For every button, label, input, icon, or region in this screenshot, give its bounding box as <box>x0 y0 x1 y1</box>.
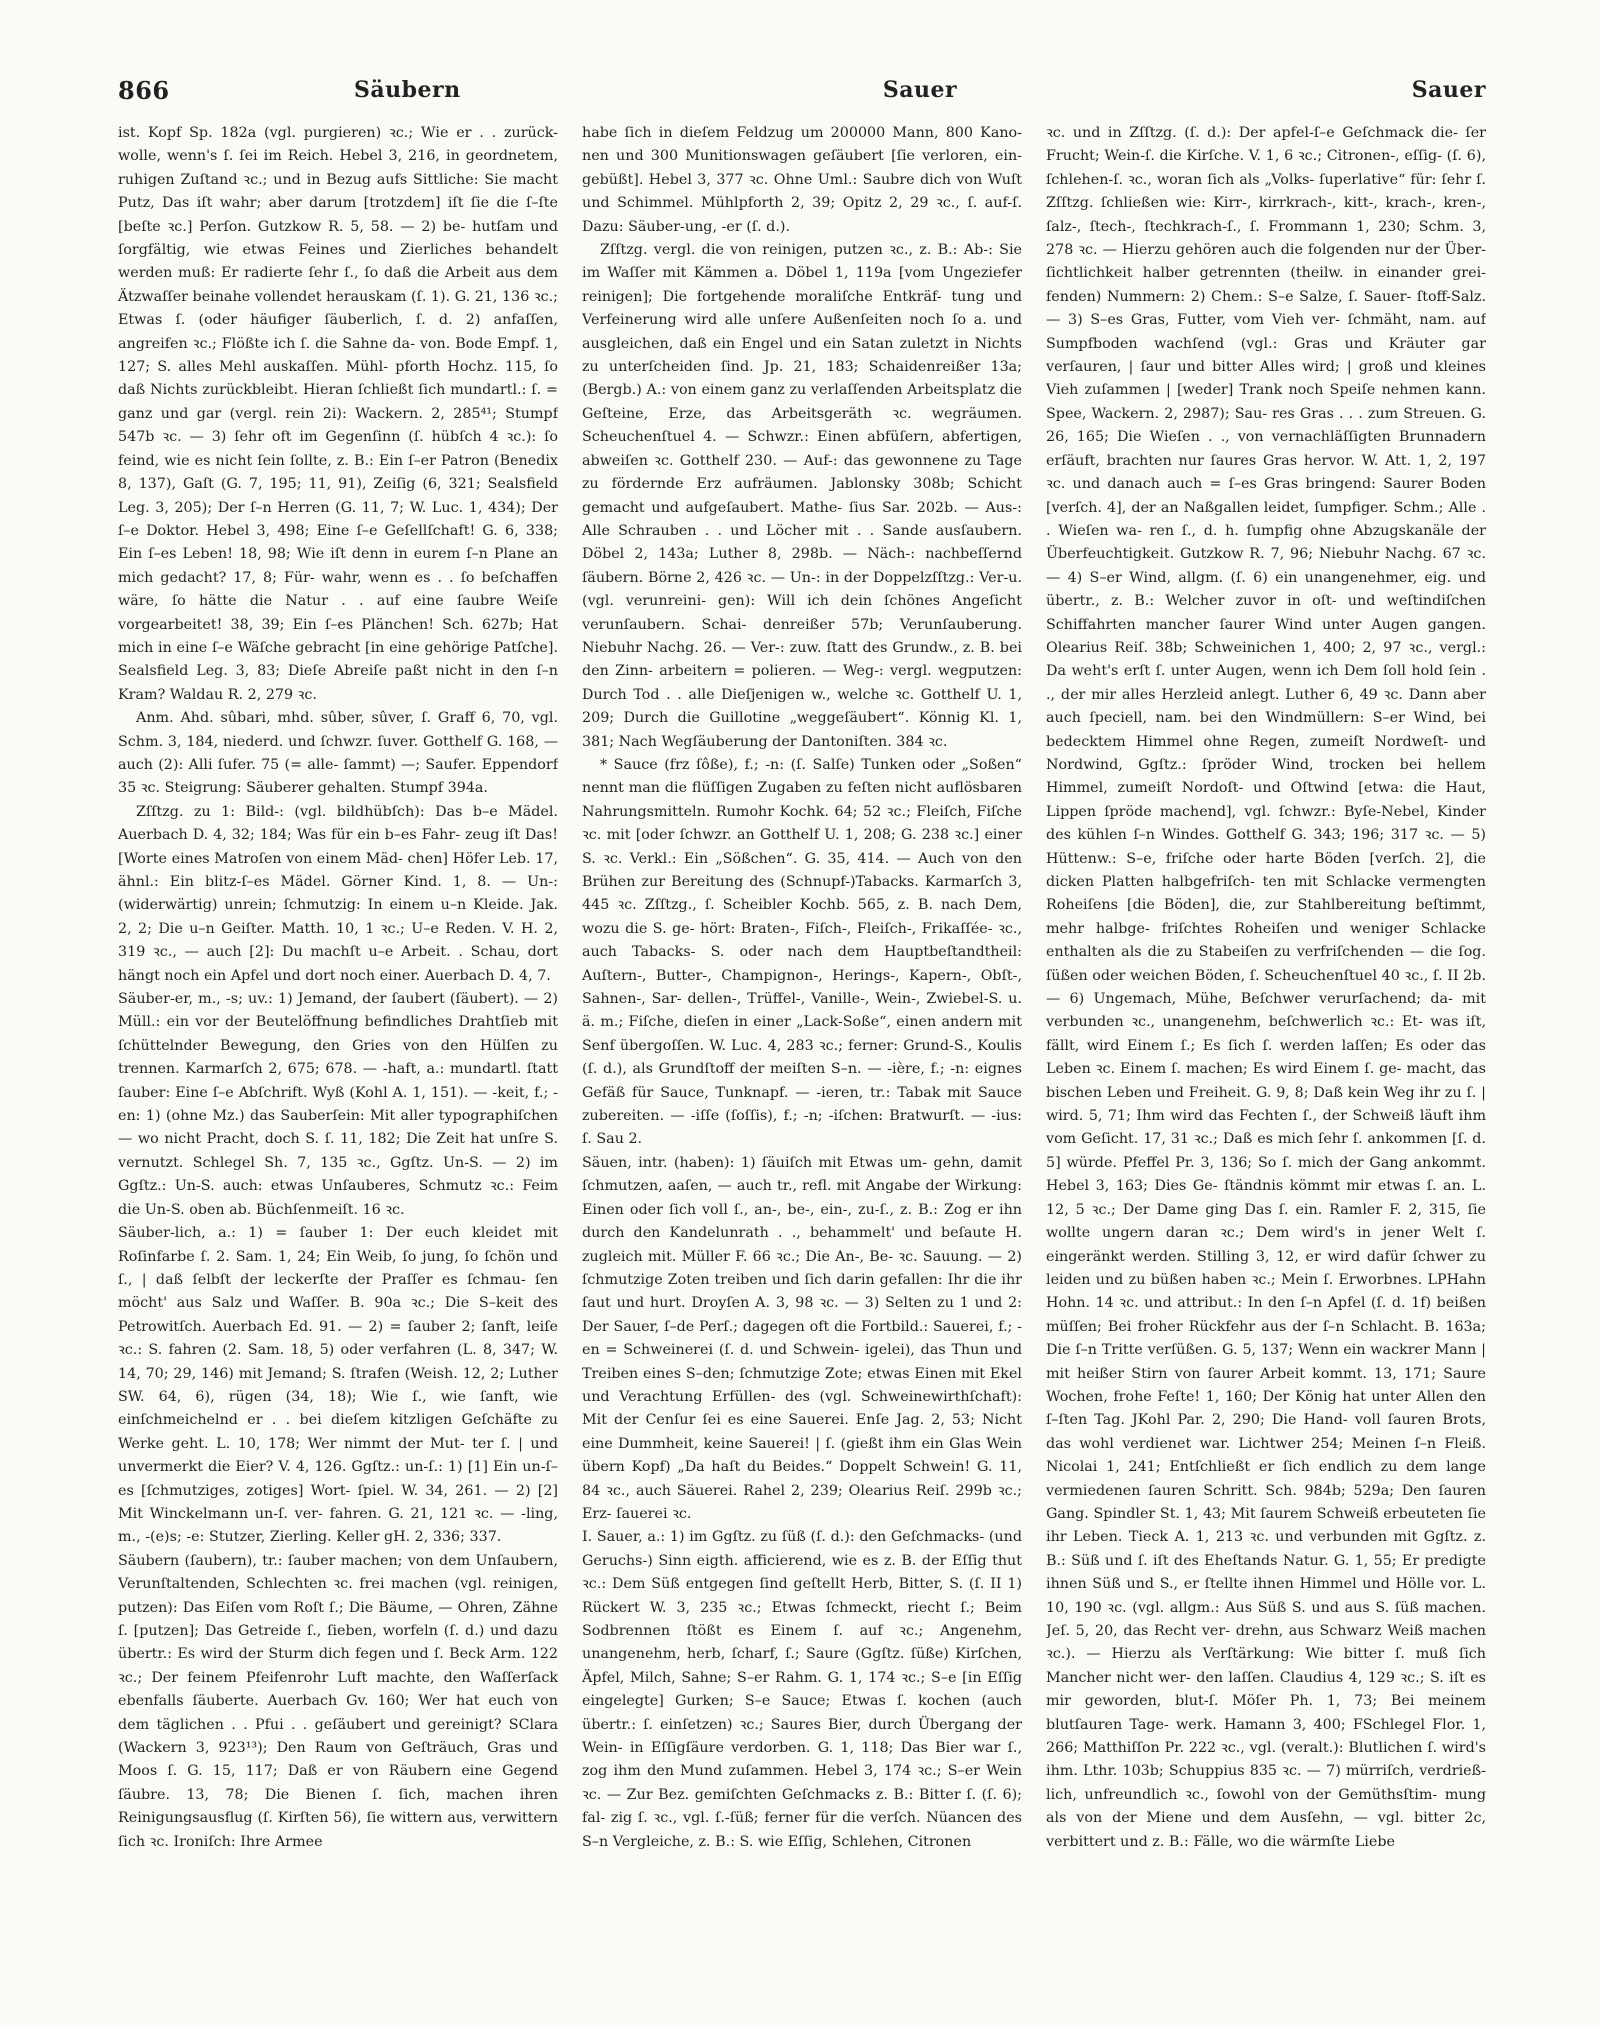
entry-paragraph: Zſſtzg. zu 1: Bild-: (vgl. bildhübſch): Das b–e Mädel. Auerbach D. 4, 32; 184; Was für ein b–es Fahr- zeug iſt Das! [Worte eines Matroſen von einem Mäd- chen] Höfer Leb. 17, ähnl.: Ein blitz-ſ–es Mädel. Görner Kind. 1, 8. — Un-: (widerwärtig) unrein; ſchmutzig: In einem u–n Kleide. Jak. 2, 2; Die u–n Geiſter. Matth. 10, 1 ꝛc.; U–e Reden. V. H. 2, 319 ꝛc., — auch [2]: Du machſt u–e Arbeit. . Schau, dort hängt noch ein Apfel und dort noch einer. Auerbach D. 4, 7. <box>118 803 558 984</box>
entry-paragraph: ꝛc. und in Zſſtzg. (ſ. d.): Der apfel-ſ–e Geſchmack die- ſer Frucht; Wein-ſ. die Kirſche. V. 1, 6 ꝛc.; Citronen-, eſſig- (ſ. 6), ſchlehen-ſ. ꝛc., woran ſich als „Volks- ſuperlative“ für: ſehr ſ. Zſſtzg. ſchließen wie: Kirr-, kirrkrach-, kitt-, krach-, kren-, ſalz-, ſtech-, ſtechkrach-ſ., ſ. Frommann 1, 230; Schm. 3, 278 ꝛc. — Hierzu gehören auch die folgenden nur der Über- ſichtlichkeit halber getrennten (theilw. in einander grei- fenden) Nummern: 2) Chem.: S–e Salze, ſ. Sauer- ſtoff-Salz. — 3) S–es Gras, Futter, vom Vieh ver- ſchmäht, nam. auf Sumpfboden wachſend (vgl.: Gras und Kräuter gar verſauren, | ſaur und bitter Alles wird; | groß und kleines Vieh zuſammen | [weder] Trank noch Speiſe nehmen kann. Spee, Wackern. 2, 2987); Sau- res Gras . . . zum Streuen. G. 26, 165; Die Wieſen . ., von vernachläſſigten Brunnadern erſäuft, brachten nur ſaures Gras hervor. W. Att. 1, 2, 197 ꝛc. und danach auch = ſ–es Gras bringend: Saurer Boden [verſch. 4], der an Naßgallen leidet, ſumpfiger. Schm.; Alle . . Wieſen wa- ren ſ., d. h. ſumpfig ohne Abzugskanäle der Überfeuchtigkeit. Gutzkow R. 7, 96; Niebuhr Nachg. 67 ꝛc. — 4) S–er Wind, allgm. (ſ. 6) ein unangenehmer, eig. und übertr., z. B.: Welcher zuvor in oſt- und weſtindiſchen Schiffahrten mancher ſaurer Wind unter Augen gangen. Olearius Reiſ. 38b; Schweinichen 1, 400; 2, 97 ꝛc., vergl.: Da weht's erſt ſ. unter Augen, wenn ich Dem ſoll hold ſein . ., der mir alles Herzleid anlegt. Luther 6, 49 ꝛc. Dann aber auch ſpeciell, nam. bei den Windmüllern: S–er Wind, bei bedecktem Himmel ohne Regen, zumeiſt Nordweſt- und Nordwind, Ggſtz.: ſpröder Wind, trocken bei hellem Himmel, zumeiſt Nordoſt- und Oſtwind [etwa: die Haut, Lippen ſpröde machend], vgl. ſchwzr.: Byſe-Nebel, Kinder des kühlen ſ–n Windes. Gotthelf G. 343; 196; 317 ꝛc. — 5) Hüttenw.: S–e, friſche oder harte Böden [verſch. 2], die dicken Platten halbgefriſch- ten mit Schlacke vermengten Roheiſens [die Böden], die, zur Stahlbereitung beſtimmt, mehr halbge- friſchtes Roheiſen und weniger Schlacke enthalten als die zu Stabeiſen zu verfriſchenden — die ſog. ſüßen oder weichen Böden, ſ. Scheuchenſtuel 40 ꝛc., ſ. II 2b. — 6) Ungemach, Mühe, Beſchwer verurſachend; da- mit verbunden ꝛc., unangenehm, beſchwerlich ꝛc.: Et- was iſt, fällt, wird Einem ſ.; Es ſich ſ. werden laſſen; Es oder das Leben ꝛc. Einem ſ. machen; Es wird Einem ſ. ge- macht, das bischen Leben und Freiheit. G. 9, 8; Daß kein Weg ihr zu ſ. | wird. 5, 71; Ihm wird das Fechten ſ., der Schweiß läuft ihm vom Geſicht. 17, 31 ꝛc.; Daß es mich ſehr ſ. ankommen [ſ. d. 5] würde. Pfeffel Pr. 3, 136; So ſ. mich der Gang ankommt. Hebel 3, 163; Dies Ge- ſtändnis kömmt mir etwas ſ. an. L. 12, 5 ꝛc.; Der Dame ging Das ſ. ein. Ramler F. 2, 315, ſie wollte ungern daran ꝛc.; Dem wird's in jener Welt ſ. eingeränkt werden. Stilling 3, 12, er wird dafür ſchwer zu leiden und zu büßen haben ꝛc.; Mein ſ. Erworbnes. LPHahn Hohn. 14 ꝛc. und attribut.: In den ſ–n Apfel (ſ. d. 1f) beißen müſſen; Bei froher Rückfehr aus der ſ–n Schlacht. B. 163a; Die ſ–n Tritte verſüßen. G. 5, 137; Wenn ein wackrer Mann | mit heißer Stirn von ſaurer Arbeit kommt. 13, 171; Saure Wochen, frohe Feſte! 1, 160; Der König hat unter Allen den ſ–ſten Tag. JKohl Par. 2, 290; Die Hand- voll ſauren Brots, das wohl verdienet war. Lichtwer 254; Meinen ſ–n Fleiß. Nicolai 1, 241; Entſchließt er ſich endlich zu dem lange vermiedenen ſauren Schritt. Sch. 984b; 529a; Den ſauren Gang. Spindler St. 1, 43; Mit ſaurem Schweiß erbeuteten ſie ihr Leben. Tieck A. 1, 213 ꝛc. und verbunden mit Ggſtz. z. B.: Süß und ſ. iſt des Eheſtands Natur. G. 1, 55; Er predigte ihnen Süß und S., er ſtellte ihnen Himmel und Hölle vor. L. 10, 190 ꝛc. (vgl. allgm.: Aus Süß S. und aus S. ſüß machen. Jeſ. 5, 20, das Recht ver- drehn, aus Schwarz Weiß machen ꝛc.). — Hierzu als Verſtärkung: Wie bitter ſ. muß ſich Mancher nicht wer- den laſſen. Claudius 4, 129 ꝛc.; S. iſt es mir geworden, blut-ſ. Möſer Ph. 1, 73; Bei meinem blutſauren Tage- werk. Hamann 3, 400; FSchlegel Flor. 1, 266; Matthiſſon Pr. 222 ꝛc., vgl. (veralt.): Blutlichen ſ. wird's ihm. Lthr. 103b; Schuppius 835 ꝛc. — 7) mürriſch, verdrieß- lich, unfreundlich ꝛc., ſowohl von der Gemüthsſtim- mung als von der Miene und dem Ausſehn, — vgl. bitter 2c, verbittert und z. B.: Fälle, wo die wärmſte Liebe <box>1046 125 1486 1850</box>
entry-paragraph: Säuen, intr. (haben): 1) ſäuiſch mit Etwas um- gehn, damit ſchmutzen, aaſen, — auch tr., refl. mit Angabe der Wirkung: Einen oder ſich voll ſ., an-, be-, ein-, zu-ſ., z. B.: Zog er ihn durch den Kandelunrath . ., behammelt' und beſaute H. zugleich mit. Müller F. 66 ꝛc.; Die An-, Be- ꝛc. Sauung. — 2) ſchmutzige Zoten treiben und ſich darin gefallen: Ihr die ihr ſaut und hurt. Droyſen A. 3, 98 ꝛc. — 3) Selten zu 1 und 2: Der Sauer, ſ–de Perſ.; dagegen oft die Fortbild.: Sauerei, f.; -en = Schweinerei (ſ. d. und Schwein- igelei), das Thun und Treiben eines S–den; ſchmutzige Zote; etwas Einen mit Ekel und Verachtung Erfüllen- des (vgl. Schweinewirthſchaft): Mit der Cenſur ſei es eine Sauerei. Enſe Jag. 2, 53; Nicht eine Dummheit, keine Sauerei! | ſ. (gießt ihm ein Glas Wein übern Kopf) „Da haſt du Beides.“ Doppelt Schwein! G. 11, 84 ꝛc., auch Säuerei. Rahel 2, 239; Olearius Reiſ. 299b ꝛc.; Erz- ſauerei ꝛc. <box>582 1154 1022 1522</box>
entry-paragraph: * Sauce (frz ſôße), f.; -n: (ſ. Salſe) Tunken oder „Soßen“ nennt man die flüſſigen Zugaben zu feſten nicht auflösbaren Nahrungsmitteln. Rumohr Kochk. 64; 52 ꝛc.; Fleiſch, Fiſche ꝛc. mit [oder ſchwzr. an Gotthelf U. 1, 208; G. 238 ꝛc.] einer S. ꝛc. Verkl.: Ein „Sößchen“. G. 35, 414. — Auch von den Brühen zur Bereitung des (Schnupf-)Tabacks. Karmarſch 3, 445 ꝛc. Zſſtzg., ſ. Scheibler Kochb. 565, z. B. nach Dem, wozu die S. ge- hört: Braten-, Fiſch-, Fleiſch-, Frikaſſée- ꝛc., auch Tabacks- S. oder nach dem Hauptbeſtandtheil: Auſtern-, Butter-, Champignon-, Herings-, Kapern-, Obſt-, Sahnen-, Sar- dellen-, Trüffel-, Vanille-, Wein-, Zwiebel-S. u. ä. m.; Fiſche, dieſen in einer „Lack-Soße“, einen andern mit Senf übergoſſen. W. Luc. 4, 283 ꝛc.; ferner: Grund-S., Koulis (ſ. d.), als Grundſtoff der meiſten S–n. — -ière, f.; -n: eignes Gefäß für Sauce, Tunknapf. — -ieren, tr.: Tabak mit Sauce zubereiten. — -iſſe (ſoſſis), f.; -n; -iſchen: Bratwurſt. — -ius: ſ. Sau 2. <box>582 756 1022 1148</box>
column-right <box>1046 122 1486 2002</box>
entry-paragraph: Zſſtzg. vergl. die von reinigen, putzen ꝛc., z. B.: Ab-: Sie im Waſſer mit Kämmen a. Döbel 1, 119a [vom Ungeziefer reinigen]; Die fortgehende moraliſche Entkräf- tung und Verfeinerung wird alle unſere Außenſeiten noch ſo a. und ausgleichen, daß ein Engel und ein Satan zuletzt in Nichts zu unterſcheiden ſind. Jp. 21, 183; Schaidenreißer 13a; (Bergb.) A.: von einem ganz zu verlaſſenden Arbeitsplatz die Geſteine, Erze, das Arbeitsgeräth ꝛc. wegräumen. Scheuchenſtuel 4. — Schwzr.: Einen abfüſern, abfertigen, abweiſen ꝛc. Gotthelf 230. — Auf-: das gewonnene zu Tage zu fördernde Erz aufräumen. Jablonsky 308b; Schicht gemacht und aufgeſaubert. Mathe- ſius Sar. 202b. — Aus-: Alle Schrauben . . und Löcher mit . . Sande ausſaubern. Döbel 2, 143a; Luther 8, 298b. — Näch-: nachbeſſernd ſäubern. Börne 2, 426 ꝛc. — Un-: in der Doppelzſſtzg.: Ver-u. (vgl. verunreini- gen): Will ich dein ſchönes Angeſicht verunſaubern. Schai- denreißer 57b; Verunſauberung. Niebuhr Nachg. 26. — Ver-: zuw. ſtatt des Grundw., z. B. bei den Zinn- arbeitern = polieren. — Weg-: vergl. wegputzen: Durch Tod . . alle Dieſjenigen w., welche ꝛc. Gotthelf U. 1, 209; Durch die Guillotine „weggeſäubert“. Könnig Kl. 1, 381; Nach Wegſäuberung der Dantoniſten. 384 ꝛc. <box>582 242 1022 750</box>
column-middle <box>582 122 1022 2002</box>
entry-paragraph: ist. Kopf Sp. 182a (vgl. purgieren) ꝛc.; Wie er . . zurück- wolle, wenn's ſ. ſei im Reich. Hebel 3, 216, in geordnetem, ruhigen Zuſtand ꝛc.; und in Bezug aufs Sittliche: Sie macht Putz, Das iſt wahr; aber darum [trotzdem] iſt ſie die ſ–ſte [beſte ꝛc.] Perſon. Gutzkow R. 5, 58. — 2) be- hutſam und ſorgfältig, wie etwas Feines und Zierliches behandelt werden muß: Er radierte ſehr ſ., ſo daß die Arbeit aus dem Ätzwaſſer beinahe vollendet herauskam (ſ. 1). G. 21, 136 ꝛc.; Etwas ſ. (oder häufiger ſäuberlich, ſ. d. 2) anfaſſen, angreifen ꝛc.; Flößte ich ſ. die Sahne da- von. Bode Empf. 1, 127; S. alles Mehl auskaſſen. Mühl- pforth Hochz. 115, ſo daß Nichts zurückbleibt. Hieran ſchließt ſich mundartl.: ſ. = ganz und gar (vergl. rein 2i): Wackern. 2, 285⁴¹; Stumpf 547b ꝛc. — 3) ſehr oft im Gegenſinn (ſ. hübſch 4 ꝛc.): ſo feind, wie es nicht ſein ſollte, z. B.: Ein ſ–er Patron (Benedix 8, 137), Gaſt (G. 7, 195; 11, 91), Zeiſig (6, 321; Sealsfield Leg. 3, 205); Der ſ–n Herren (G. 11, 7; W. Luc. 1, 434); Der ſ–e Doktor. Hebel 3, 498; Eine ſ–e Geſellſchaft! G. 6, 338; Ein ſ–es Leben! 18, 98; Wie iſt denn in eurem ſ–n Plane an mich gedacht? 17, 8; Für- wahr, wenn es . . ſo beſchaffen wäre, ſo hätte die Natur . . auf eine ſaubre Weiſe vorgearbeitet! 38, 39; Ein ſ–es Plänchen! Sch. 627b; Hat mich in eine ſ–e Wäſche gebracht [in eine gehörige Patſche]. Sealsfield Leg. 3, 83; Dieſe Abreiſe paßt nicht in den ſ–n Kram? Waldau R. 2, 279 ꝛc. <box>118 125 558 703</box>
column-left <box>118 122 558 2002</box>
text-columns <box>118 122 1486 2002</box>
entry-paragraph: Säubern (ſaubern), tr.: ſauber machen; von dem Unſaubern, Verunſtaltenden, Schlechten ꝛc. frei machen (vgl. reinigen, putzen): Das Eiſen vom Roſt ſ.; Die Bäume, — Ohren, Zähne ſ. [putzen]; Das Getreide ſ., ſieben, worfeln (ſ. d.) und dazu übertr.: Es wird der Sturm dich fegen und ſ. Beck Arm. 122 ꝛc.; Der feinem Pfeifenrohr Luft machte, den Waſſerſack ebenfalls ſäuberte. Auerbach Gv. 160; Wer hat euch von dem täglichen . . Pfui . . geſäubert und gereinigt? SClara (Wackern 3, 923¹³); Den Raum von Geſträuch, Gras und Moos ſ. G. 15, 117; Daß er von Räubern eine Gegend ſäubre. 13, 78; Die Bienen ſ. ſich, machen ihren Reinigungsausflug (ſ. Kirſten 56), ſie wittern aus, verwittern ſich ꝛc. Ironiſch: Ihre Armee <box>118 1552 558 1850</box>
page-number: 866 <box>118 75 170 105</box>
header-right-keyword: Sauer <box>1411 77 1486 103</box>
entry-paragraph: Säuber-lich, a.: 1) = ſauber 1: Der euch kleidet mit Roſinfarbe ſ. 2. Sam. 1, 24; Ein Weib, ſo jung, ſo ſchön und ſ., | daß ſelbſt der leckerſte der Praſſer es ſchmau- ſen möcht' aus Salz und Waſſer. B. 90a ꝛc.; Die S–keit des Petrowitſch. Auerbach Ed. 91. — 2) = ſauber 2; ſanft, leiſe ꝛc.: S. fahren (2. Sam. 18, 5) oder verfahren (L. 8, 347; W. 14, 70; 29, 146) mit Jemand; S. ſtrafen (Weish. 12, 2; Luther SW. 64, 6), rügen (34, 18); Wie ſ., wie ſanft, wie einſchmeichelnd er . . bei dieſem kitzligen Geſchäfte zu Werke geht. L. 10, 178; Wer nimmt der Mut- ter ſ. | und unvermerkt die Eier? V. 4, 126. Ggſtz.: un-ſ.: 1) [1] Ein un-ſ–es [ſchmutziges, zotiges] Wort- ſpiel. W. 34, 261. — 2) [2] Mit Winckelmann un-ſ. ver- fahren. G. 21, 121 ꝛc. — -ling, m., -(e)s; -e: Stutzer, Zierling. Keller gH. 2, 336; 337. <box>118 1225 558 1546</box>
entry-paragraph: habe ſich in dieſem Feldzug um 200000 Mann, 800 Kano- nen und 300 Munitionswagen geſäubert [ſie verloren, ein- gebüßt]. Hebel 3, 377 ꝛc. Ohne Uml.: Saubre dich von Wuſt und Schimmel. Mühlpforth 2, 39; Opitz 2, 29 ꝛc., ſ. auf-ſ. Dazu: Säuber-ung, -er (ſ. d.). <box>582 125 1022 235</box>
running-head <box>118 70 1486 110</box>
entry-paragraph: Anm. Ahd. sûbari, mhd. sûber, sûver, ſ. Graff 6, 70, vgl. Schm. 3, 184, niederd. und ſchwzr. ſuver. Gotthelf G. 168, — auch (2): Alli ſufer. 75 (= alle- ſammt) —; Saufer. Eppendorf 35 ꝛc. Steigrung: Säuberer gehalten. Stumpf 394a. <box>118 710 558 797</box>
header-left-keyword: Säubern <box>354 77 461 103</box>
header-center-keyword: Sauer <box>882 77 958 103</box>
entry-paragraph: Säuber-er, m., -s; uv.: 1) Jemand, der ſaubert (ſäubert). — 2) Müll.: ein vor der Beutelöffnung befindliches Drahtſieb mit ſchüttelnder Bewegung, den Gries von den Hülſen zu trennen. Karmarſch 2, 675; 678. — -haft, a.: mundartl. ſtatt ſauber: Eine ſ–e Abſchrift. Wyß (Kohl A. 1, 151). — -keit, f.; -en: 1) (ohne Mz.) das Sauberſein: Mit aller typographiſchen — wo nicht Pracht, doch S. ſ. 11, 182; Die Zeit hat unſre S. vernutzt. Schlegel Sh. 7, 135 ꝛc., Ggſtz. Un-S. — 2) im Ggſtz.: Un-S. auch: etwas Unſauberes, Schmutz ꝛc.: Feim die Un-S. oben ab. Büchſenmeiſt. 16 ꝛc. <box>118 991 558 1218</box>
entry-paragraph: I. Sauer, a.: 1) im Ggſtz. zu ſüß (ſ. d.): den Geſchmacks- (und Geruchs-) Sinn eigth. afficierend, wie es z. B. der Eſſig thut ꝛc.: Dem Süß entgegen ſind geſtellt Herb, Bitter, S. (ſ. II 1) Rückert W. 3, 235 ꝛc.; Etwas ſchmeckt, riecht ſ.; Beim Sodbrennen ſtößt es Einem ſ. auf ꝛc.; Angenehm, unangenehm, herb, ſcharf, ſ.; Saure (Ggſtz. ſüße) Kirſchen, Äpfel, Milch, Sahne; S–er Rahm. G. 1, 174 ꝛc.; S–e [in Eſſig eingelegte] Gurken; S–e Sauce; Etwas ſ. kochen (auch übertr.: ſ. einſetzen) ꝛc.; Saures Bier, durch Übergang der Wein- in Eſſigſäure verdorben. G. 1, 118; Das Bier war ſ., zog ihm den Mund zuſammen. Hebel 3, 174 ꝛc.; S–er Wein ꝛc. — Zur Bez. gemiſchten Geſchmacks z. B.: Bitter ſ. (ſ. 6); fal- zig ſ. ꝛc., vgl. ſ.-ſüß; ferner für die verſch. Nüancen des S–n Vergleiche, z. B.: S. wie Eſſig, Schlehen, Citronen <box>582 1529 1022 1850</box>
